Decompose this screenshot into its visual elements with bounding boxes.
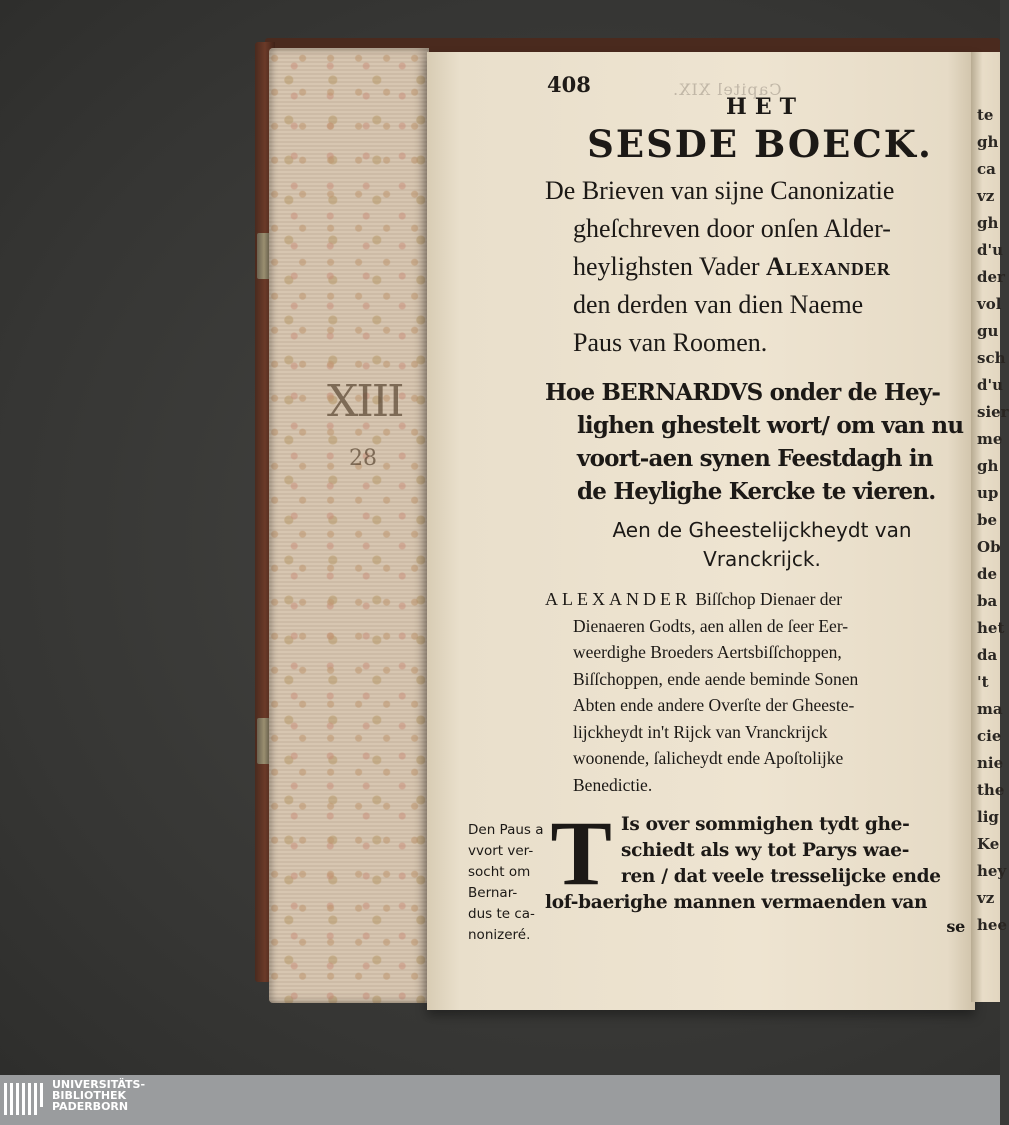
shelf-mark-sub: 28 <box>349 446 377 471</box>
next-page-fragment: vz <box>977 889 995 907</box>
next-page-fragment: cie <box>977 727 1002 745</box>
addressee-line: Aen de Gheestelijckheydt van <box>612 518 912 542</box>
next-page-fragment: hey <box>977 862 1007 880</box>
salutation-line: Dienaeren Godts, aen allen de ſeer Eer- <box>573 615 849 636</box>
heading-name-caps: Alexander <box>766 252 891 281</box>
next-page-fragment: vz <box>977 187 995 205</box>
addressee-heading <box>559 516 965 574</box>
heading-line: Paus van Roomen. <box>573 328 768 357</box>
page-content <box>545 94 965 940</box>
body-line: schiedt als wy tot Parys wae- <box>621 840 910 861</box>
margin-note-line: nonizeré. <box>468 927 531 943</box>
salutation-lead: ALEXANDER <box>545 589 691 609</box>
next-page-fragment: te <box>977 106 994 124</box>
next-page-fragment: de <box>977 565 998 583</box>
salutation-line: Abten ende andere Overſte der Gheeste- <box>573 695 855 715</box>
salutation-line: lijckheydt in't Rijck van Vranckrijck <box>573 721 828 742</box>
next-page-fragment: the <box>977 781 1005 799</box>
next-page-fragment: d'u <box>977 241 1003 259</box>
margin-note-line: dus te ca- <box>468 906 535 922</box>
next-page-fragment: sier <box>977 403 1009 421</box>
library-logo-icon <box>2 1079 46 1119</box>
drop-cap: T <box>550 802 612 904</box>
heading2-line: de Heylighe Kercke te vieren. <box>577 478 936 505</box>
salutation-line: Biſſchoppen, ende aende beminde Sonen <box>573 668 859 689</box>
next-page-fragment: lig <box>977 808 999 826</box>
heading-line: heylighsten Vader <box>573 252 767 281</box>
next-page-fragment: Ke <box>977 835 1000 853</box>
salutation-paragraph <box>545 586 965 798</box>
next-page-fragment: da <box>977 646 998 664</box>
heading2-line: lighen ghestelt wort/ om van nu <box>577 412 964 439</box>
addressee-line: Vranckrijck. <box>703 547 821 571</box>
footer-bar <box>0 1075 1000 1125</box>
next-page-fragment: gh <box>977 214 999 232</box>
page-number: 408 <box>547 72 591 97</box>
next-page-fragment: sch <box>977 349 1006 367</box>
next-page-fragment: der <box>977 268 1005 286</box>
next-page-fragment: ba <box>977 592 998 610</box>
title-small: HET <box>726 94 804 120</box>
body-line: ren / dat veele tresselijcke ende <box>621 866 941 887</box>
next-page-fragment: d'u <box>977 376 1003 394</box>
next-page-fragment: gh <box>977 133 999 151</box>
next-page-fragment: gh <box>977 457 999 475</box>
fore-edge <box>269 48 429 1003</box>
next-page-fragment: up <box>977 484 999 502</box>
next-page-fragment: 't <box>977 673 989 691</box>
margin-note-line: socht om <box>468 864 531 880</box>
margin-note-line: Den Paus <box>468 822 531 838</box>
marginal-note <box>468 820 560 946</box>
margin-note-line: vvort ver- <box>468 843 534 859</box>
library-name: UNIVERSITÄTS- BIBLIOTHEK PADERBORN <box>52 1078 146 1113</box>
next-page-fragment: Ob <box>977 538 1001 556</box>
salutation-line: Biſſchop Dienaer der <box>691 589 843 609</box>
blackletter-heading <box>545 376 965 508</box>
body-line: lof-baerighe mannen vermaenden van <box>545 892 928 913</box>
next-page-edge <box>971 52 1009 1002</box>
heading2-line: voort-aen synen Feestdagh in <box>577 445 933 472</box>
heading-line: gheſchreven door onſen Alder- <box>573 214 891 243</box>
heading-line: De Brieven van sijne Canonizatie <box>545 176 895 205</box>
margin-note-marker: a <box>535 822 544 838</box>
heading-line: den derden van dien Naeme <box>573 290 864 319</box>
next-page-fragment: het <box>977 619 1005 637</box>
salutation-line: weerdighe Broeders Aertsbiſſchoppen, <box>573 642 842 662</box>
title-large: SESDE BOECK. <box>587 122 933 166</box>
body-line: Is over sommighen tydt ghe- <box>621 814 910 835</box>
section-heading <box>545 172 965 362</box>
bleed-through-running-head: Capitel XIX. <box>672 80 782 99</box>
next-page-fragment: ma <box>977 700 1003 718</box>
next-page-fragments <box>971 52 1009 939</box>
next-page-fragment: vol <box>977 295 1002 313</box>
next-page-fragment: ca <box>977 160 996 178</box>
next-page-fragment: me <box>977 430 1003 448</box>
heading2-line: Hoe BERNARDVS onder de Hey- <box>545 379 941 406</box>
next-page-fragment: nie <box>977 754 1004 772</box>
salutation-line: Benedictie. <box>573 774 653 795</box>
next-page-fragment: be <box>977 511 998 529</box>
body-paragraph <box>545 802 965 940</box>
catchword: se <box>946 917 965 936</box>
next-page-fragment: hee <box>977 916 1007 934</box>
next-page-fragment: gu <box>977 322 999 340</box>
salutation-line: woonende, ſalicheydt ende Apoſtolijke <box>573 748 844 768</box>
margin-note-line: Bernar- <box>468 885 518 901</box>
shelf-mark: XIII <box>327 376 403 427</box>
